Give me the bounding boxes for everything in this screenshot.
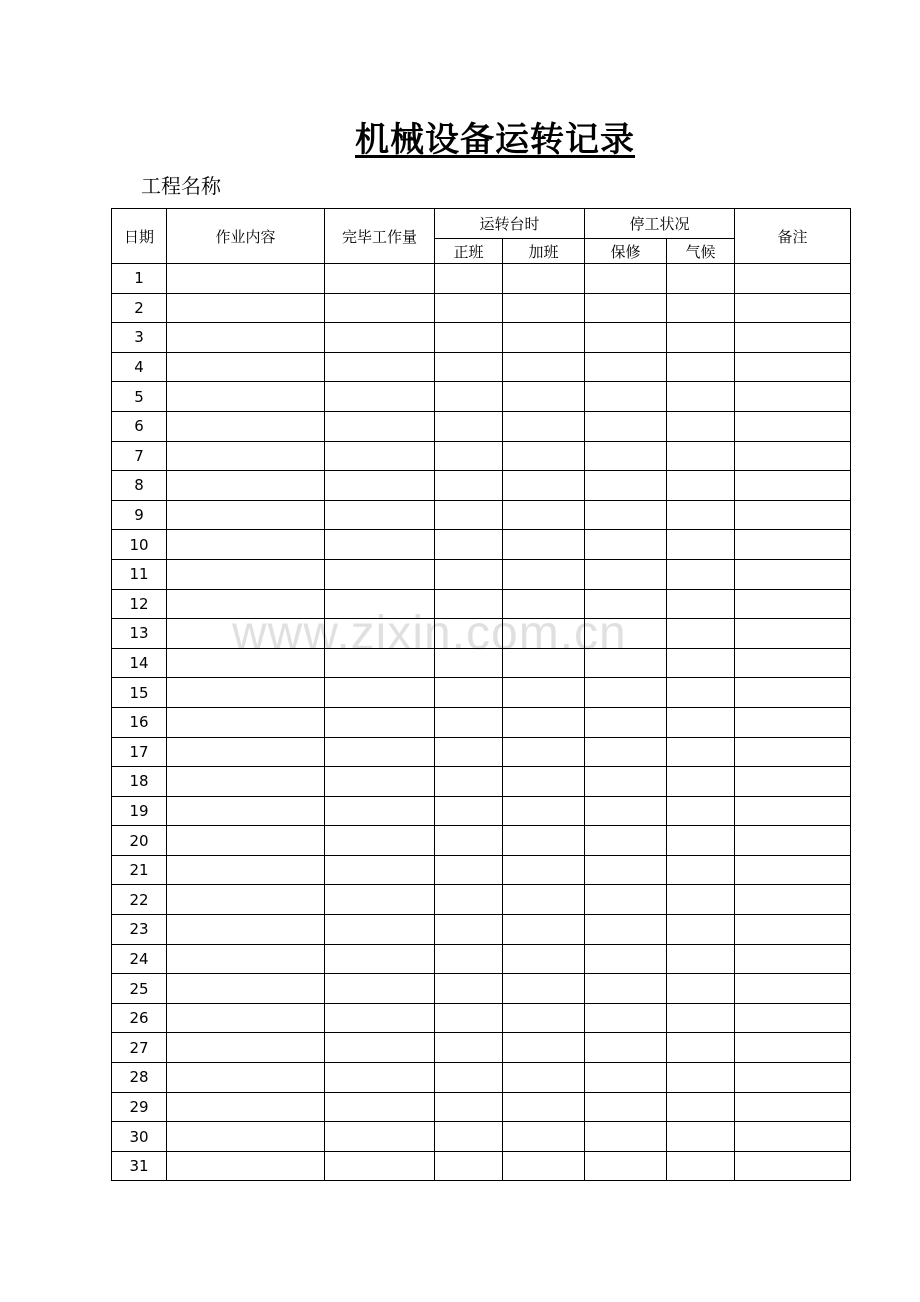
- regular-shift-cell[interactable]: [435, 974, 503, 1004]
- maintenance-cell[interactable]: [585, 1092, 667, 1122]
- overtime-shift-cell[interactable]: [503, 530, 585, 560]
- work-content-cell[interactable]: [167, 559, 325, 589]
- maintenance-cell[interactable]: [585, 264, 667, 294]
- table-row: [112, 293, 851, 323]
- date-cell: 31: [112, 1151, 167, 1181]
- work-content-cell[interactable]: [167, 826, 325, 856]
- regular-shift-cell[interactable]: [435, 589, 503, 619]
- date-cell: 26: [112, 1003, 167, 1033]
- completed-workload-cell[interactable]: [325, 382, 435, 412]
- date-cell: 21: [112, 855, 167, 885]
- maintenance-cell[interactable]: [585, 737, 667, 767]
- date-cell: 22: [112, 885, 167, 915]
- weather-cell[interactable]: [667, 500, 735, 530]
- weather-cell[interactable]: [667, 382, 735, 412]
- completed-workload-cell[interactable]: [325, 530, 435, 560]
- overtime-shift-cell[interactable]: [503, 678, 585, 708]
- table-row: [112, 855, 851, 885]
- maintenance-cell[interactable]: [585, 352, 667, 382]
- maintenance-cell[interactable]: [585, 589, 667, 619]
- overtime-shift-cell[interactable]: [503, 648, 585, 678]
- completed-workload-cell[interactable]: [325, 915, 435, 945]
- overtime-shift-cell[interactable]: [503, 323, 585, 353]
- overtime-shift-cell[interactable]: [503, 411, 585, 441]
- work-content-cell[interactable]: [167, 648, 325, 678]
- weather-cell[interactable]: [667, 352, 735, 382]
- weather-cell[interactable]: [667, 707, 735, 737]
- work-content-cell[interactable]: [167, 944, 325, 974]
- weather-cell[interactable]: [667, 915, 735, 945]
- date-cell: 11: [112, 559, 167, 589]
- work-content-cell[interactable]: [167, 471, 325, 501]
- work-content-cell[interactable]: [167, 441, 325, 471]
- table-row: [112, 915, 851, 945]
- work-content-cell[interactable]: [167, 707, 325, 737]
- weather-cell[interactable]: [667, 1092, 735, 1122]
- weather-cell[interactable]: [667, 589, 735, 619]
- table-row: [112, 559, 851, 589]
- completed-workload-cell[interactable]: [325, 796, 435, 826]
- table-row: [112, 619, 851, 649]
- table-row: [112, 352, 851, 382]
- remarks-cell[interactable]: [735, 352, 851, 382]
- date-cell: 9: [112, 500, 167, 530]
- work-content-cell[interactable]: [167, 678, 325, 708]
- work-content-cell[interactable]: [167, 974, 325, 1004]
- remarks-cell[interactable]: [735, 471, 851, 501]
- remarks-cell[interactable]: [735, 944, 851, 974]
- maintenance-cell[interactable]: [585, 530, 667, 560]
- work-content-cell[interactable]: [167, 885, 325, 915]
- work-content-cell[interactable]: [167, 1033, 325, 1063]
- remarks-cell[interactable]: [735, 974, 851, 1004]
- maintenance-cell[interactable]: [585, 707, 667, 737]
- header-completed-workload: 完毕工作量: [325, 209, 435, 264]
- date-cell: 13: [112, 619, 167, 649]
- maintenance-cell[interactable]: [585, 915, 667, 945]
- maintenance-cell[interactable]: [585, 500, 667, 530]
- regular-shift-cell[interactable]: [435, 737, 503, 767]
- overtime-shift-cell[interactable]: [503, 471, 585, 501]
- overtime-shift-cell[interactable]: [503, 589, 585, 619]
- weather-cell[interactable]: [667, 855, 735, 885]
- maintenance-cell[interactable]: [585, 471, 667, 501]
- completed-workload-cell[interactable]: [325, 352, 435, 382]
- completed-workload-cell[interactable]: [325, 826, 435, 856]
- work-content-cell[interactable]: [167, 619, 325, 649]
- maintenance-cell[interactable]: [585, 1151, 667, 1181]
- table-row: [112, 1092, 851, 1122]
- completed-workload-cell[interactable]: [325, 1033, 435, 1063]
- maintenance-cell[interactable]: [585, 796, 667, 826]
- maintenance-cell[interactable]: [585, 559, 667, 589]
- completed-workload-cell[interactable]: [325, 678, 435, 708]
- weather-cell[interactable]: [667, 323, 735, 353]
- header-downtime-status: 停工状况: [585, 209, 735, 239]
- date-cell: 4: [112, 352, 167, 382]
- work-content-cell[interactable]: [167, 530, 325, 560]
- table-row: [112, 530, 851, 560]
- overtime-shift-cell[interactable]: [503, 767, 585, 797]
- date-cell: 17: [112, 737, 167, 767]
- table-row: [112, 323, 851, 353]
- regular-shift-cell[interactable]: [435, 382, 503, 412]
- overtime-shift-cell[interactable]: [503, 915, 585, 945]
- date-cell: 16: [112, 707, 167, 737]
- remarks-cell[interactable]: [735, 767, 851, 797]
- maintenance-cell[interactable]: [585, 855, 667, 885]
- work-content-cell[interactable]: [167, 323, 325, 353]
- remarks-cell[interactable]: [735, 1151, 851, 1181]
- regular-shift-cell[interactable]: [435, 1033, 503, 1063]
- weather-cell[interactable]: [667, 471, 735, 501]
- completed-workload-cell[interactable]: [325, 974, 435, 1004]
- date-cell: 10: [112, 530, 167, 560]
- header-work-content: 作业内容: [167, 209, 325, 264]
- work-content-cell[interactable]: [167, 737, 325, 767]
- overtime-shift-cell[interactable]: [503, 559, 585, 589]
- work-content-cell[interactable]: [167, 500, 325, 530]
- table-row: [112, 1003, 851, 1033]
- completed-workload-cell[interactable]: [325, 707, 435, 737]
- completed-workload-cell[interactable]: [325, 737, 435, 767]
- regular-shift-cell[interactable]: [435, 441, 503, 471]
- date-cell: 1: [112, 264, 167, 294]
- table-row: [112, 589, 851, 619]
- table-row: [112, 1151, 851, 1181]
- work-content-cell[interactable]: [167, 352, 325, 382]
- weather-cell[interactable]: [667, 767, 735, 797]
- completed-workload-cell[interactable]: [325, 1063, 435, 1093]
- weather-cell[interactable]: [667, 264, 735, 294]
- weather-cell[interactable]: [667, 441, 735, 471]
- overtime-shift-cell[interactable]: [503, 855, 585, 885]
- date-cell: 19: [112, 796, 167, 826]
- maintenance-cell[interactable]: [585, 678, 667, 708]
- remarks-cell[interactable]: [735, 1033, 851, 1063]
- maintenance-cell[interactable]: [585, 974, 667, 1004]
- table-row: [112, 648, 851, 678]
- regular-shift-cell[interactable]: [435, 796, 503, 826]
- work-content-cell[interactable]: [167, 264, 325, 294]
- maintenance-cell[interactable]: [585, 885, 667, 915]
- table-row: [112, 382, 851, 412]
- completed-workload-cell[interactable]: [325, 559, 435, 589]
- work-content-cell[interactable]: [167, 1092, 325, 1122]
- remarks-cell[interactable]: [735, 737, 851, 767]
- weather-cell[interactable]: [667, 737, 735, 767]
- remarks-cell[interactable]: [735, 648, 851, 678]
- regular-shift-cell[interactable]: [435, 855, 503, 885]
- date-cell: 15: [112, 678, 167, 708]
- regular-shift-cell[interactable]: [435, 1092, 503, 1122]
- remarks-cell[interactable]: [735, 382, 851, 412]
- regular-shift-cell[interactable]: [435, 530, 503, 560]
- table-row: [112, 1122, 851, 1152]
- table-row: [112, 441, 851, 471]
- work-content-cell[interactable]: [167, 589, 325, 619]
- regular-shift-cell[interactable]: [435, 915, 503, 945]
- maintenance-cell[interactable]: [585, 411, 667, 441]
- regular-shift-cell[interactable]: [435, 944, 503, 974]
- work-content-cell[interactable]: [167, 1151, 325, 1181]
- overtime-shift-cell[interactable]: [503, 974, 585, 1004]
- table-row: [112, 885, 851, 915]
- remarks-cell[interactable]: [735, 264, 851, 294]
- weather-cell[interactable]: [667, 1003, 735, 1033]
- overtime-shift-cell[interactable]: [503, 1122, 585, 1152]
- equipment-operation-record-table: [111, 208, 851, 1181]
- date-cell: 12: [112, 589, 167, 619]
- maintenance-cell[interactable]: [585, 382, 667, 412]
- work-content-cell[interactable]: [167, 1063, 325, 1093]
- date-cell: 29: [112, 1092, 167, 1122]
- remarks-cell[interactable]: [735, 1063, 851, 1093]
- header-operating-hours: 运转台时: [435, 209, 585, 239]
- work-content-cell[interactable]: [167, 1122, 325, 1152]
- table-row: [112, 1063, 851, 1093]
- header-overtime-shift: 加班: [503, 239, 585, 264]
- maintenance-cell[interactable]: [585, 293, 667, 323]
- weather-cell[interactable]: [667, 974, 735, 1004]
- regular-shift-cell[interactable]: [435, 1003, 503, 1033]
- overtime-shift-cell[interactable]: [503, 441, 585, 471]
- table-row: [112, 264, 851, 294]
- weather-cell[interactable]: [667, 1033, 735, 1063]
- table-row: [112, 974, 851, 1004]
- regular-shift-cell[interactable]: [435, 619, 503, 649]
- date-cell: 7: [112, 441, 167, 471]
- header-date: 日期: [112, 209, 167, 264]
- work-content-cell[interactable]: [167, 293, 325, 323]
- regular-shift-cell[interactable]: [435, 559, 503, 589]
- maintenance-cell[interactable]: [585, 1003, 667, 1033]
- completed-workload-cell[interactable]: [325, 767, 435, 797]
- remarks-cell[interactable]: [735, 1092, 851, 1122]
- regular-shift-cell[interactable]: [435, 500, 503, 530]
- overtime-shift-cell[interactable]: [503, 500, 585, 530]
- completed-workload-cell[interactable]: [325, 471, 435, 501]
- remarks-cell[interactable]: [735, 619, 851, 649]
- regular-shift-cell[interactable]: [435, 648, 503, 678]
- weather-cell[interactable]: [667, 1063, 735, 1093]
- overtime-shift-cell[interactable]: [503, 826, 585, 856]
- completed-workload-cell[interactable]: [325, 441, 435, 471]
- table-row: [112, 796, 851, 826]
- header-maintenance: 保修: [585, 239, 667, 264]
- table-row: [112, 1033, 851, 1063]
- date-cell: 14: [112, 648, 167, 678]
- date-cell: 23: [112, 915, 167, 945]
- weather-cell[interactable]: [667, 885, 735, 915]
- weather-cell[interactable]: [667, 944, 735, 974]
- remarks-cell[interactable]: [735, 441, 851, 471]
- table-row: [112, 500, 851, 530]
- regular-shift-cell[interactable]: [435, 411, 503, 441]
- regular-shift-cell[interactable]: [435, 352, 503, 382]
- header-weather: 气候: [667, 239, 735, 264]
- maintenance-cell[interactable]: [585, 767, 667, 797]
- date-cell: 18: [112, 767, 167, 797]
- date-cell: 30: [112, 1122, 167, 1152]
- remarks-cell[interactable]: [735, 678, 851, 708]
- table-row: [112, 767, 851, 797]
- regular-shift-cell[interactable]: [435, 471, 503, 501]
- weather-cell[interactable]: [667, 530, 735, 560]
- overtime-shift-cell[interactable]: [503, 293, 585, 323]
- completed-workload-cell[interactable]: [325, 1151, 435, 1181]
- overtime-shift-cell[interactable]: [503, 1151, 585, 1181]
- weather-cell[interactable]: [667, 796, 735, 826]
- weather-cell[interactable]: [667, 648, 735, 678]
- weather-cell[interactable]: [667, 411, 735, 441]
- regular-shift-cell[interactable]: [435, 767, 503, 797]
- work-content-cell[interactable]: [167, 382, 325, 412]
- remarks-cell[interactable]: [735, 293, 851, 323]
- table-row: [112, 471, 851, 501]
- overtime-shift-cell[interactable]: [503, 707, 585, 737]
- weather-cell[interactable]: [667, 826, 735, 856]
- maintenance-cell[interactable]: [585, 944, 667, 974]
- weather-cell[interactable]: [667, 293, 735, 323]
- completed-workload-cell[interactable]: [325, 589, 435, 619]
- overtime-shift-cell[interactable]: [503, 619, 585, 649]
- remarks-cell[interactable]: [735, 915, 851, 945]
- work-content-cell[interactable]: [167, 796, 325, 826]
- date-cell: 3: [112, 323, 167, 353]
- work-content-cell[interactable]: [167, 411, 325, 441]
- completed-workload-cell[interactable]: [325, 1122, 435, 1152]
- maintenance-cell[interactable]: [585, 826, 667, 856]
- date-cell: 24: [112, 944, 167, 974]
- completed-workload-cell[interactable]: [325, 648, 435, 678]
- remarks-cell[interactable]: [735, 796, 851, 826]
- table-row: [112, 411, 851, 441]
- document-title: 机械设备运转记录: [355, 120, 635, 160]
- date-cell: 20: [112, 826, 167, 856]
- maintenance-cell[interactable]: [585, 323, 667, 353]
- date-cell: 8: [112, 471, 167, 501]
- table-row: [112, 678, 851, 708]
- work-content-cell[interactable]: [167, 855, 325, 885]
- maintenance-cell[interactable]: [585, 441, 667, 471]
- remarks-cell[interactable]: [735, 1003, 851, 1033]
- regular-shift-cell[interactable]: [435, 1063, 503, 1093]
- remarks-cell[interactable]: [735, 530, 851, 560]
- overtime-shift-cell[interactable]: [503, 944, 585, 974]
- work-content-cell[interactable]: [167, 767, 325, 797]
- work-content-cell[interactable]: [167, 1003, 325, 1033]
- weather-cell[interactable]: [667, 1151, 735, 1181]
- maintenance-cell[interactable]: [585, 648, 667, 678]
- project-name-label: 工程名称: [141, 174, 221, 198]
- regular-shift-cell[interactable]: [435, 293, 503, 323]
- table-row: [112, 944, 851, 974]
- overtime-shift-cell[interactable]: [503, 1063, 585, 1093]
- completed-workload-cell[interactable]: [325, 1003, 435, 1033]
- header-regular-shift: 正班: [435, 239, 503, 264]
- date-cell: 2: [112, 293, 167, 323]
- regular-shift-cell[interactable]: [435, 264, 503, 294]
- overtime-shift-cell[interactable]: [503, 382, 585, 412]
- overtime-shift-cell[interactable]: [503, 796, 585, 826]
- date-cell: 27: [112, 1033, 167, 1063]
- overtime-shift-cell[interactable]: [503, 264, 585, 294]
- maintenance-cell[interactable]: [585, 619, 667, 649]
- regular-shift-cell[interactable]: [435, 885, 503, 915]
- regular-shift-cell[interactable]: [435, 707, 503, 737]
- table-row: [112, 826, 851, 856]
- completed-workload-cell[interactable]: [325, 411, 435, 441]
- regular-shift-cell[interactable]: [435, 1122, 503, 1152]
- completed-workload-cell[interactable]: [325, 264, 435, 294]
- remarks-cell[interactable]: [735, 855, 851, 885]
- overtime-shift-cell[interactable]: [503, 352, 585, 382]
- date-cell: 25: [112, 974, 167, 1004]
- weather-cell[interactable]: [667, 619, 735, 649]
- weather-cell[interactable]: [667, 1122, 735, 1152]
- maintenance-cell[interactable]: [585, 1033, 667, 1063]
- table-row: [112, 707, 851, 737]
- maintenance-cell[interactable]: [585, 1063, 667, 1093]
- completed-workload-cell[interactable]: [325, 323, 435, 353]
- work-content-cell[interactable]: [167, 915, 325, 945]
- completed-workload-cell[interactable]: [325, 855, 435, 885]
- date-cell: 6: [112, 411, 167, 441]
- remarks-cell[interactable]: [735, 885, 851, 915]
- remarks-cell[interactable]: [735, 323, 851, 353]
- completed-workload-cell[interactable]: [325, 1092, 435, 1122]
- overtime-shift-cell[interactable]: [503, 737, 585, 767]
- completed-workload-cell[interactable]: [325, 500, 435, 530]
- date-cell: 28: [112, 1063, 167, 1093]
- record-table-body: [112, 264, 851, 1181]
- remarks-cell[interactable]: [735, 500, 851, 530]
- overtime-shift-cell[interactable]: [503, 885, 585, 915]
- watermark-text: www.zixin.com.cn: [232, 607, 627, 660]
- completed-workload-cell[interactable]: [325, 619, 435, 649]
- remarks-cell[interactable]: [735, 826, 851, 856]
- date-cell: 5: [112, 382, 167, 412]
- remarks-cell[interactable]: [735, 589, 851, 619]
- overtime-shift-cell[interactable]: [503, 1092, 585, 1122]
- remarks-cell[interactable]: [735, 559, 851, 589]
- weather-cell[interactable]: [667, 678, 735, 708]
- completed-workload-cell[interactable]: [325, 293, 435, 323]
- overtime-shift-cell[interactable]: [503, 1033, 585, 1063]
- completed-workload-cell[interactable]: [325, 944, 435, 974]
- overtime-shift-cell[interactable]: [503, 1003, 585, 1033]
- remarks-cell[interactable]: [735, 1122, 851, 1152]
- remarks-cell[interactable]: [735, 411, 851, 441]
- regular-shift-cell[interactable]: [435, 323, 503, 353]
- maintenance-cell[interactable]: [585, 1122, 667, 1152]
- regular-shift-cell[interactable]: [435, 826, 503, 856]
- header-remarks: 备注: [735, 209, 851, 264]
- remarks-cell[interactable]: [735, 707, 851, 737]
- completed-workload-cell[interactable]: [325, 885, 435, 915]
- regular-shift-cell[interactable]: [435, 678, 503, 708]
- weather-cell[interactable]: [667, 559, 735, 589]
- table-row: [112, 737, 851, 767]
- regular-shift-cell[interactable]: [435, 1151, 503, 1181]
